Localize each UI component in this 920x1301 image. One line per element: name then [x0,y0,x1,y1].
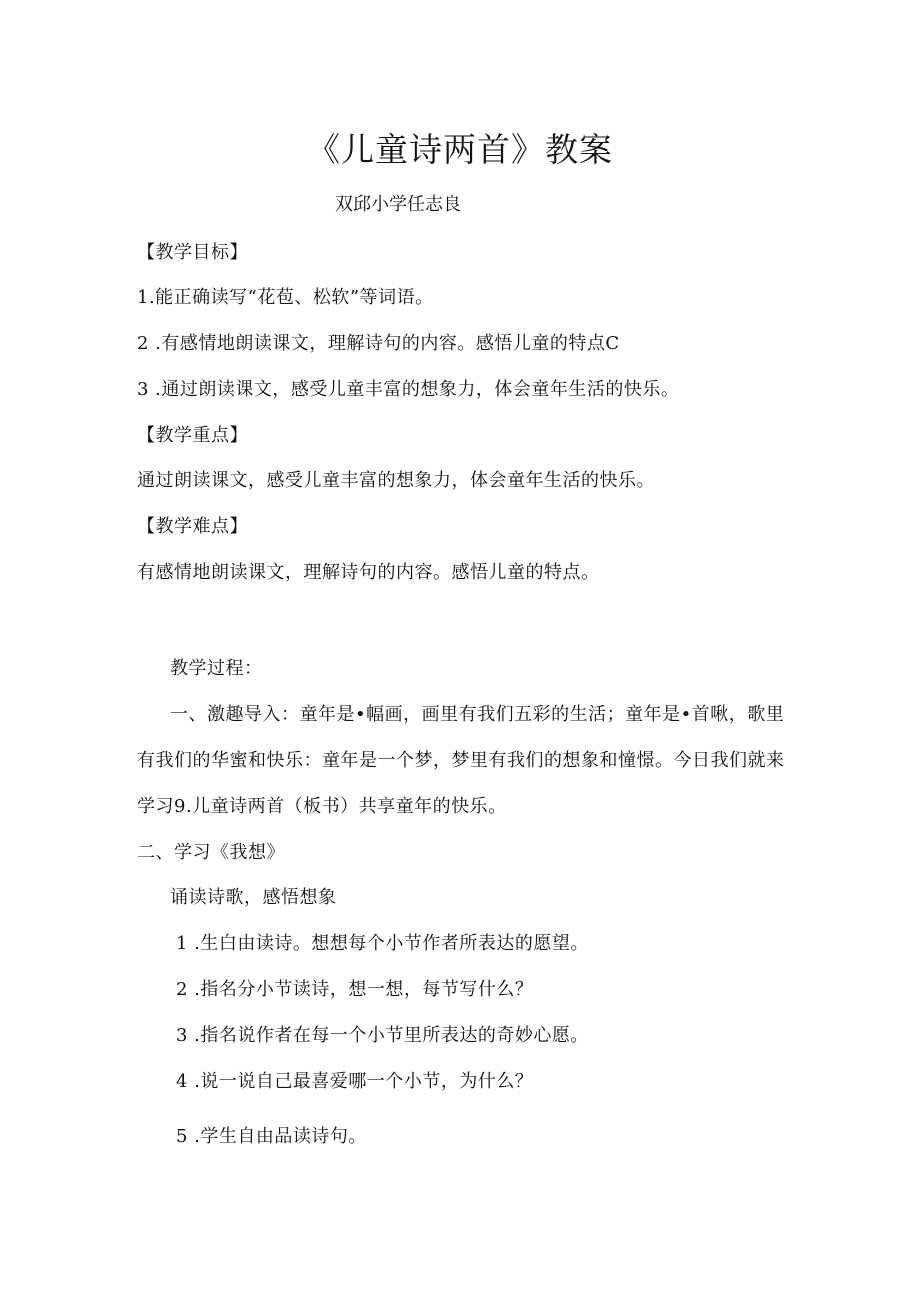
difficult-heading: 【教学难点】 [137,516,248,537]
section2-sub: 诵读诗歌，感悟想象 [170,887,337,908]
intro-line: 有我们的华蜜和快乐：童年是一个梦，梦里有我们的想象和憧憬。今日我们就来 [137,750,785,771]
key-text: 通过朗读课文，感受儿童丰富的想象力，体会童年生活的快乐。 [137,470,655,491]
intro-line: 学习9.儿童诗两首（板书）共享童年的快乐。 [137,796,507,817]
goal-item: 1.能正确读写“花苞、松软”等词语。 [137,287,434,308]
step-item: 3 .指名说作者在每一个小节里所表达的奇妙心愿。 [176,1025,589,1046]
step-item: 5 .学生自由品读诗句。 [176,1126,367,1147]
step-item: 2 .指名分小节读诗，想一想，每节写什么？ [176,979,534,1000]
goals-heading: 【教学目标】 [137,242,248,263]
process-heading: 教学过程： [170,658,263,679]
intro-line: 一、激趣导入：童年是•幅画，画里有我们五彩的生活；童年是•首啾，歌里 [170,704,785,725]
goal-item: 2 .有感情地朗读课文，理解诗句的内容。感悟儿童的特点C [137,333,620,354]
author-line: 双邱小学任志良 [335,194,461,215]
goal-item: 3 .通过朗读课文，感受儿童丰富的想象力，体会童年生活的快乐。 [137,379,680,400]
difficult-text: 有感情地朗读课文，理解诗句的内容。感悟儿童的特点。 [137,562,600,583]
step-item: 1 .生白由读诗。想想每个小节作者所表达的愿望。 [176,933,589,954]
section2-heading: 二、学习《我想》 [137,842,285,863]
document-title: 《儿童诗两首》教案 [307,130,613,169]
key-heading: 【教学重点】 [137,425,248,446]
step-item: 4 .说一说自己最喜爱哪一个小节，为什么？ [176,1071,534,1092]
